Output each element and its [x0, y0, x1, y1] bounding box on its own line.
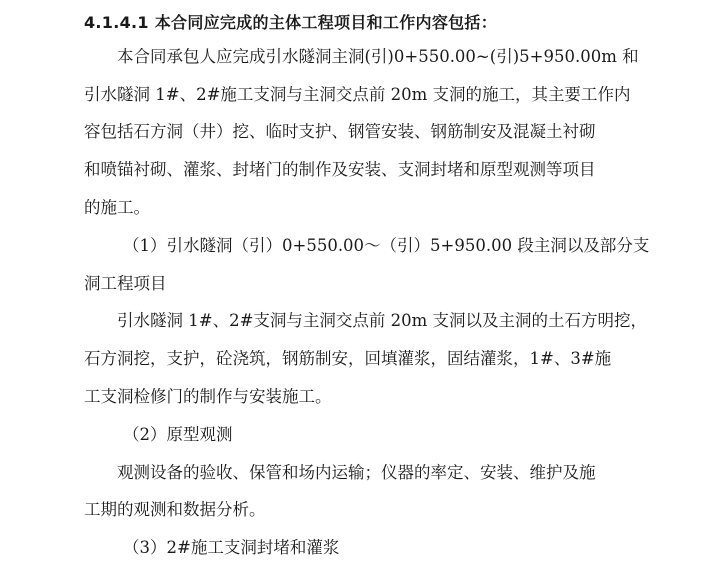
paragraph-line: 观测设备的验收、保管和场内运输；仪器的率定、安装、维护及施 [117, 463, 596, 482]
section-heading: 4.1.4.1 本合同应完成的主体工程项目和工作内容包括： [84, 13, 498, 32]
paragraph-line: 工支洞检修门的制作与安装施工。 [84, 387, 332, 406]
subsection-heading: （2）原型观测 [123, 425, 233, 444]
paragraph-line: 引水隧洞 1#、2#施工支洞与主洞交点前 20m 支洞的施工，其主要工作内 [84, 85, 631, 104]
paragraph-line: 石方洞挖，支护，砼浇筑，钢筋制安，回填灌浆，固结灌浆，1#、3#施 [84, 349, 612, 368]
paragraph-line: 工期的观测和数据分析。 [84, 500, 266, 519]
paragraph-line: 洞工程项目 [84, 274, 167, 293]
paragraph-line: 和喷锚衬砌、灌浆、封堵门的制作及安装、支洞封堵和原型观测等项目 [84, 160, 596, 179]
subsection-heading: （1）引水隧洞（引）0+550.00～（引）5+950.00 段主洞以及部分支 [123, 236, 650, 255]
paragraph-line: 本合同承包人应完成引水隧洞主洞(引)0+550.00~(引)5+950.00m 和 [117, 47, 639, 66]
paragraph-line: 引水隧洞 1#、2#支洞与主洞交点前 20m 支洞以及主洞的土石方明挖， [117, 311, 648, 330]
paragraph-line: 容包括石方洞（井）挖、临时支护、钢管安装、钢筋制安及混凝土衬砌 [84, 122, 596, 141]
paragraph-line: 的施工。 [84, 198, 150, 217]
subsection-heading: （3）2#施工支洞封堵和灌浆 [123, 538, 340, 557]
